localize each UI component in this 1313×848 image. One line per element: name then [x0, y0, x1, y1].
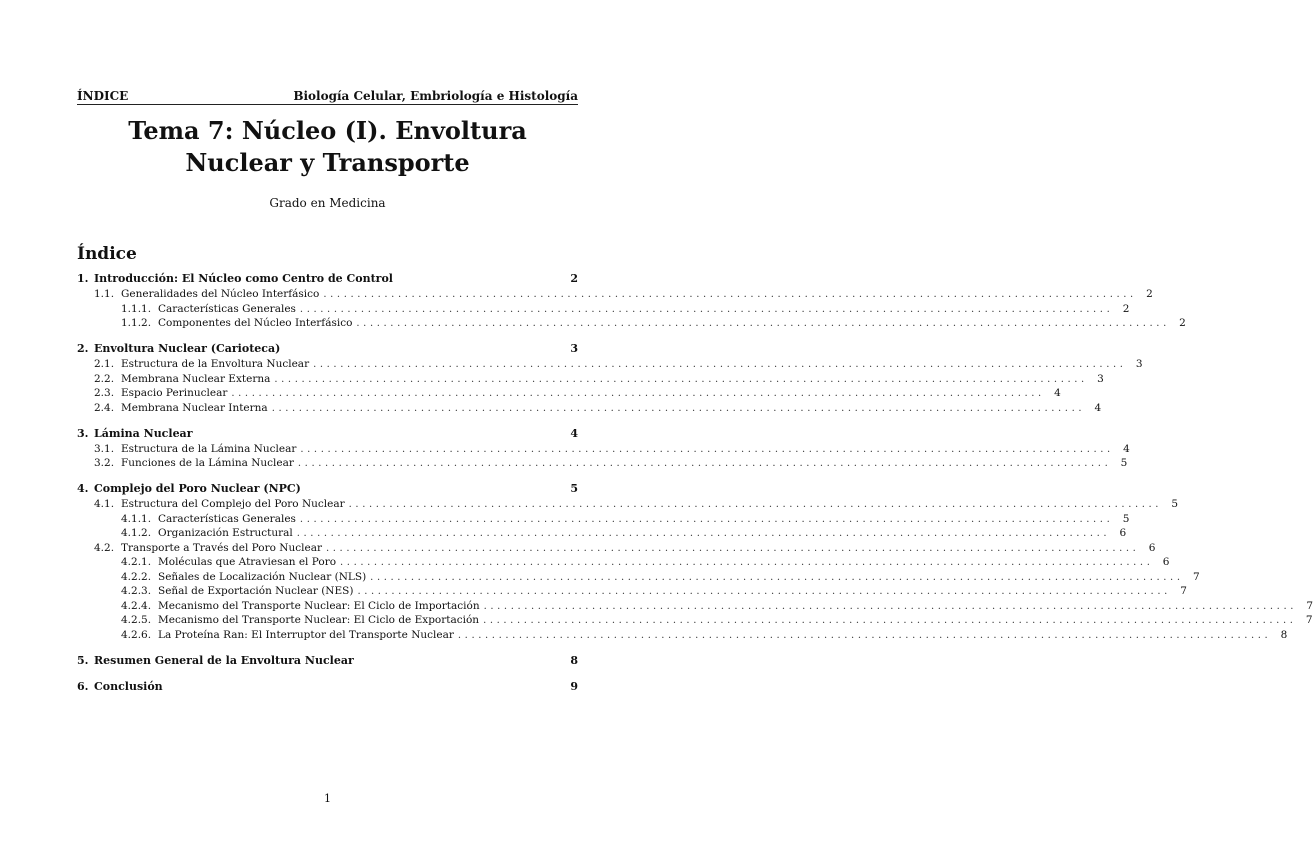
- toc-entry[interactable]: [77, 585, 1187, 600]
- toc-entry-number: 2.1.: [94, 358, 115, 370]
- toc-entry-number: 4.1.: [94, 498, 115, 510]
- toc-entry-label: Resumen General de la Envoltura Nuclear: [94, 653, 354, 667]
- toc-entry[interactable]: [77, 317, 1186, 332]
- toc-leader-dots: ........................................................................................................................: [325, 542, 1140, 554]
- toc-entry-page: 9: [570, 680, 578, 693]
- toc-entry-page: 7: [1305, 614, 1313, 626]
- toc-entry-label: Características Generales: [158, 512, 296, 525]
- toc-entry[interactable]: [77, 614, 1313, 629]
- toc-leader-dots: ........................................................................................................................: [356, 318, 1170, 329]
- toc-entry[interactable]: [77, 401, 1102, 417]
- toc-entry[interactable]: [77, 512, 1130, 528]
- toc-entry[interactable]: [77, 556, 1170, 571]
- running-header: [77, 89, 578, 105]
- toc-entry-label: Características Generales: [158, 302, 296, 315]
- toc-entry-number: 3.1.: [94, 442, 115, 455]
- toc-entry-page: 3: [1135, 358, 1143, 370]
- toc-entry-label: Organización Estructural: [158, 527, 293, 539]
- toc-entry[interactable]: [77, 288, 1153, 303]
- toc-entry-number: 2.2.: [94, 372, 115, 385]
- toc-entry[interactable]: [77, 342, 578, 358]
- toc-entry[interactable]: [77, 599, 1313, 615]
- toc-entry[interactable]: [77, 372, 1104, 388]
- toc-entry-number: 4.1.2.: [121, 527, 152, 539]
- toc-entry-number: 2.4.: [94, 401, 115, 414]
- toc-entry-number: 5.: [77, 653, 89, 667]
- toc-entry-number: 4.2.: [94, 541, 115, 554]
- toc-heading: Índice: [77, 244, 137, 264]
- toc-entry-page: 4: [1054, 387, 1061, 399]
- toc-entry-page: 2: [1122, 302, 1130, 315]
- toc-entry-page: 2: [570, 272, 578, 285]
- toc-entry-page: 5: [570, 482, 578, 495]
- toc-entry-page: 6: [1162, 556, 1170, 568]
- toc-entry-number: 1.1.2.: [121, 317, 152, 329]
- toc-leader-dots: ........................................................................................................................: [271, 402, 1086, 414]
- toc-entry-number: 3.2.: [94, 457, 115, 469]
- toc-entry-label: Introducción: El Núcleo como Centro de Control: [94, 272, 393, 285]
- toc-entry-number: 4.2.5.: [121, 614, 152, 626]
- toc-entry-page: 6: [1148, 541, 1156, 554]
- toc-entry-page: 6: [1119, 527, 1127, 539]
- toc-entry-page: 3: [570, 342, 578, 355]
- toc-entry-number: 4.2.6.: [121, 628, 152, 641]
- toc-entry-page: 5: [1122, 512, 1130, 525]
- toc-entry-number: 2.3.: [94, 387, 115, 399]
- toc-entry-page: 2: [1146, 288, 1153, 300]
- toc-entry[interactable]: [77, 654, 578, 670]
- header-right: Biología Celular, Embriología e Histología: [293, 89, 578, 103]
- toc-entry-label: Señal de Exportación Nuclear (NES): [158, 585, 354, 597]
- toc-entry-label: Membrana Nuclear Externa: [121, 372, 271, 385]
- toc-entry-label: Componentes del Núcleo Interfásico: [158, 317, 353, 329]
- toc-entry-label: Lámina Nuclear: [94, 426, 193, 440]
- toc-entry[interactable]: [77, 442, 1130, 458]
- toc-leader-dots: ........................................................................................................................: [457, 629, 1272, 641]
- toc-entry-page: 3: [1097, 372, 1104, 385]
- toc-entry-label: Mecanismo del Transporte Nuclear: El Ciclo de Exportación: [158, 614, 480, 626]
- toc-entry-label: Envoltura Nuclear (Carioteca): [94, 342, 281, 355]
- toc-entry-label: Generalidades del Núcleo Interfásico: [121, 288, 320, 300]
- toc-entry-label: Estructura del Complejo del Poro Nuclear: [121, 498, 345, 510]
- toc-entry-page: 8: [1280, 628, 1288, 641]
- toc-entry-label: Conclusión: [94, 680, 163, 693]
- toc-leader-dots: ........................................................................................................................: [483, 600, 1298, 612]
- document-title: [60, 115, 595, 179]
- toc-entry-number: 4.2.2.: [121, 570, 152, 583]
- toc-entry-number: 2.: [77, 342, 89, 355]
- toc-leader-dots: ........................................................................................................................: [348, 499, 1163, 510]
- toc-entry-number: 4.: [77, 482, 89, 495]
- toc-leader-dots: ........................................................................................................................: [296, 528, 1111, 539]
- header-left: ÍNDICE: [77, 89, 129, 103]
- toc-entry[interactable]: [77, 498, 1179, 513]
- toc-leader-dots: ........................................................................................................................: [483, 615, 1297, 626]
- toc-entry[interactable]: [77, 427, 578, 443]
- toc-entry-page: 7: [1180, 585, 1187, 597]
- page-number: 1: [324, 792, 331, 805]
- toc-entry-label: Señales de Localización Nuclear (NLS): [158, 570, 367, 583]
- toc-entry-label: Complejo del Poro Nuclear (NPC): [94, 482, 301, 495]
- toc-leader-dots: ........................................................................................................................: [323, 289, 1137, 300]
- document-subtitle: Grado en Medicina: [269, 196, 386, 210]
- toc-entry-page: 4: [1094, 401, 1102, 414]
- toc-entry-page: 7: [1306, 599, 1313, 612]
- toc-entry-label: Estructura de la Lámina Nuclear: [121, 442, 297, 455]
- toc-entry-page: 5: [1120, 457, 1128, 469]
- toc-entry[interactable]: [77, 272, 578, 288]
- toc-leader-dots: ........................................................................................................................: [299, 513, 1114, 525]
- toc-entry-number: 1.1.1.: [121, 302, 152, 315]
- toc-entry[interactable]: [77, 570, 1200, 586]
- toc-entry[interactable]: [77, 457, 1128, 472]
- toc-entry-page: 7: [1192, 570, 1200, 583]
- toc-entry-label: Transporte a Través del Poro Nuclear: [121, 541, 322, 554]
- toc-leader-dots: ........................................................................................................................: [299, 303, 1114, 315]
- toc-entry[interactable]: [77, 541, 1156, 557]
- title-line-2: Nuclear y Transporte: [185, 148, 470, 177]
- toc-entry-label: Espacio Perinuclear: [121, 387, 228, 399]
- toc-entry-page: 2: [1179, 317, 1186, 329]
- toc-entry[interactable]: [77, 482, 578, 498]
- toc-entry[interactable]: [77, 527, 1127, 542]
- toc-leader-dots: ........................................................................................................................: [297, 458, 1112, 469]
- toc-entry-page: 8: [570, 653, 578, 667]
- toc-leader-dots: ........................................................................................................................: [274, 373, 1088, 385]
- toc-entry-label: Estructura de la Envoltura Nuclear: [121, 358, 310, 370]
- toc-leader-dots: ........................................................................................................................: [300, 443, 1114, 455]
- toc-entry-number: 4.2.1.: [121, 556, 152, 568]
- toc-entry-label: Funciones de la Lámina Nuclear: [121, 457, 294, 469]
- title-line-1: Tema 7: Núcleo (I). Envoltura: [128, 116, 527, 145]
- toc-entry-page: 4: [1123, 442, 1130, 455]
- toc-entry[interactable]: [77, 387, 1061, 402]
- toc-leader-dots: ........................................................................................................................: [231, 388, 1045, 399]
- toc-leader-dots: ........................................................................................................................: [313, 359, 1127, 370]
- toc-entry[interactable]: [77, 302, 1130, 318]
- toc-entry[interactable]: [77, 680, 578, 696]
- table-of-contents: [77, 272, 1313, 696]
- toc-entry-label: La Proteína Ran: El Interruptor del Transporte Nuclear: [158, 628, 454, 641]
- toc-entry-label: Moléculas que Atraviesan el Poro: [158, 556, 337, 568]
- toc-entry-number: 4.2.4.: [121, 599, 152, 612]
- toc-entry-number: 4.1.1.: [121, 512, 152, 525]
- toc-entry-number: 1.1.: [94, 288, 115, 300]
- toc-entry[interactable]: [77, 628, 1288, 644]
- toc-leader-dots: ........................................................................................................................: [340, 557, 1154, 568]
- toc-entry-label: Membrana Nuclear Interna: [121, 401, 268, 414]
- toc-entry-number: 3.: [77, 426, 89, 440]
- toc-leader-dots: ........................................................................................................................: [370, 571, 1184, 583]
- toc-leader-dots: ........................................................................................................................: [357, 586, 1171, 597]
- toc-entry-number: 6.: [77, 680, 89, 693]
- toc-entry[interactable]: [77, 358, 1143, 373]
- toc-entry-label: Mecanismo del Transporte Nuclear: El Ciclo de Importación: [158, 599, 480, 612]
- toc-entry-number: 1.: [77, 272, 89, 285]
- toc-entry-page: 5: [1171, 498, 1179, 510]
- toc-entry-page: 4: [570, 426, 578, 440]
- toc-entry-number: 4.2.3.: [121, 585, 152, 597]
